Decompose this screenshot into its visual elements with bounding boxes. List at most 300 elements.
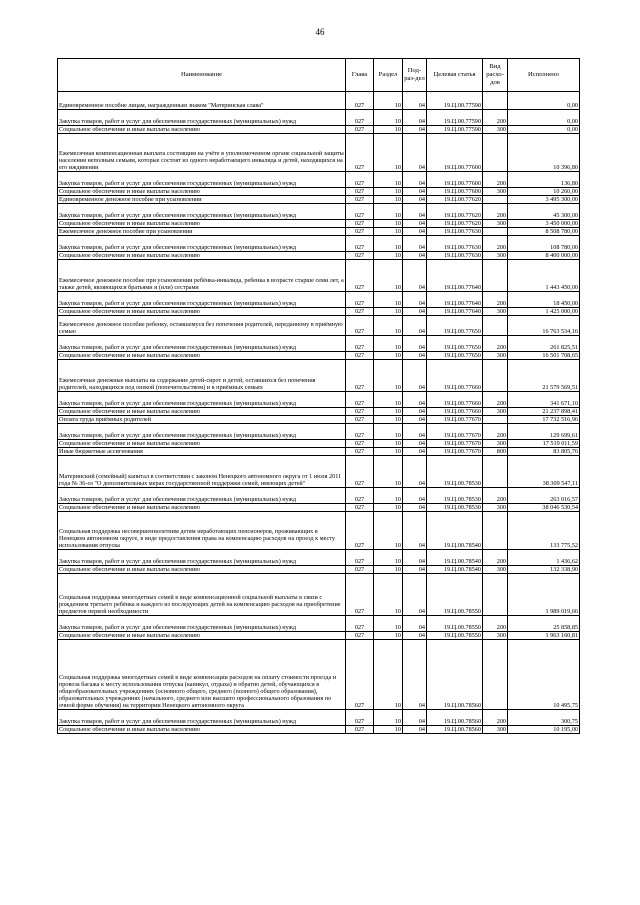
cell-vid: 300 bbox=[483, 408, 508, 416]
cell-vid bbox=[483, 574, 508, 616]
cell-name: Социальное обеспечение и иные выплаты населению bbox=[58, 440, 346, 448]
cell-cel: 19.Ц.00.78550 bbox=[427, 632, 483, 640]
cell-amount: 10 195,00 bbox=[508, 726, 580, 734]
table-row bbox=[58, 172, 580, 188]
cell-vid: 300 bbox=[483, 220, 508, 228]
cell-amount: 25 858,85 bbox=[508, 616, 580, 632]
table-row bbox=[58, 360, 580, 392]
cell-razdel: 10 bbox=[374, 252, 403, 260]
cell-amount: 10 396,80 bbox=[508, 134, 580, 172]
cell-razdel: 10 bbox=[374, 416, 403, 424]
cell-razdel: 10 bbox=[374, 360, 403, 392]
cell-podrazdel: 04 bbox=[403, 488, 427, 504]
cell-name: Социальная поддержка многодетных семей в виде компенсации расходов на оплату стоимости проезда и провоза багажа к месту использования отпуска (каникул, отдыха) и обратно детей, обучающихся в общеобразовательных учреждениях (основного общего, среднего (полного) общего образования), образовательных учреждениях (начального, среднего или высшего профессионального образования по очной форме обучения) на территории Ненецкого автономного округа bbox=[58, 640, 346, 710]
cell-glava: 027 bbox=[346, 488, 374, 504]
cell-cel: 19.Ц.00.77600 bbox=[427, 172, 483, 188]
cell-cel: 19.Ц.00.78530 bbox=[427, 488, 483, 504]
cell-name: Ежемесячные денежные выплаты на содержание детей-сирот и детей, оставшихся без попечения родителей, находящихся под опекой (попечительством) и в приёмных семьях bbox=[58, 360, 346, 392]
cell-podrazdel: 04 bbox=[403, 252, 427, 260]
cell-amount: 1 436,62 bbox=[508, 550, 580, 566]
cell-name: Ежемесячная компенсационная выплата состоящим на учёте в уполномоченном органе социальной защиты населения неполным семьям, которые состоят из одного неработающего инвалида и детей, находящихся на его иждивении bbox=[58, 134, 346, 172]
cell-cel: 19.Ц.00.77620 bbox=[427, 220, 483, 228]
cell-glava: 027 bbox=[346, 126, 374, 134]
cell-glava: 027 bbox=[346, 292, 374, 308]
cell-name: Социальная поддержка многодетных семей в виде компенсационной социальной выплаты в связи с рождением третьего ребёнка и каждого из последующих детей на компенсацию расходов на приобретение предметов первой необходимости bbox=[58, 574, 346, 616]
cell-glava: 027 bbox=[346, 134, 374, 172]
cell-podrazdel: 04 bbox=[403, 566, 427, 574]
cell-vid: 200 bbox=[483, 616, 508, 632]
cell-amount: 3 450 000,00 bbox=[508, 220, 580, 228]
cell-razdel: 10 bbox=[374, 92, 403, 110]
cell-amount: 45 300,00 bbox=[508, 204, 580, 220]
cell-name: Оплата труда приёмных родителей bbox=[58, 416, 346, 424]
cell-podrazdel: 04 bbox=[403, 110, 427, 126]
cell-podrazdel: 04 bbox=[403, 616, 427, 632]
cell-glava: 027 bbox=[346, 448, 374, 456]
cell-vid: 200 bbox=[483, 488, 508, 504]
cell-glava: 027 bbox=[346, 566, 374, 574]
budget-table bbox=[57, 58, 580, 734]
cell-glava: 027 bbox=[346, 710, 374, 726]
cell-amount: 3 495 300,00 bbox=[508, 196, 580, 204]
table-row bbox=[58, 260, 580, 292]
table-row bbox=[58, 424, 580, 440]
cell-amount: 108 780,00 bbox=[508, 236, 580, 252]
cell-name: Социальное обеспечение и иные выплаты населению bbox=[58, 220, 346, 228]
cell-podrazdel: 04 bbox=[403, 710, 427, 726]
cell-vid: 200 bbox=[483, 392, 508, 408]
cell-glava: 027 bbox=[346, 550, 374, 566]
cell-razdel: 10 bbox=[374, 292, 403, 308]
cell-amount: 38 046 530,54 bbox=[508, 504, 580, 512]
col-header-podrazdel: Под-раз-дел bbox=[403, 59, 427, 92]
cell-podrazdel: 04 bbox=[403, 188, 427, 196]
cell-vid bbox=[483, 196, 508, 204]
cell-amount: 17 519 011,59 bbox=[508, 440, 580, 448]
cell-razdel: 10 bbox=[374, 440, 403, 448]
cell-vid: 200 bbox=[483, 550, 508, 566]
cell-cel: 19.Ц.00.78540 bbox=[427, 566, 483, 574]
table-row bbox=[58, 336, 580, 352]
table-row bbox=[58, 566, 580, 574]
cell-amount: 8 508 780,00 bbox=[508, 228, 580, 236]
cell-cel: 19.Ц.00.77650 bbox=[427, 316, 483, 336]
cell-podrazdel: 04 bbox=[403, 456, 427, 488]
cell-podrazdel: 04 bbox=[403, 360, 427, 392]
cell-cel: 19.Ц.00.77590 bbox=[427, 126, 483, 134]
col-header-vid: Вид расхо-дов bbox=[483, 59, 508, 92]
cell-glava: 027 bbox=[346, 236, 374, 252]
cell-glava: 027 bbox=[346, 188, 374, 196]
cell-name: Ежемесячное денежное пособие ребенку, оставшемуся без попечения родителей, переданному в приёмную семью bbox=[58, 316, 346, 336]
cell-vid bbox=[483, 456, 508, 488]
cell-glava: 027 bbox=[346, 456, 374, 488]
cell-podrazdel: 04 bbox=[403, 228, 427, 236]
table-row bbox=[58, 316, 580, 336]
cell-glava: 027 bbox=[346, 440, 374, 448]
cell-name: Закупка товаров, работ и услуг для обеспечения государственных (муниципальных) нужд bbox=[58, 110, 346, 126]
cell-vid: 200 bbox=[483, 110, 508, 126]
table-row bbox=[58, 292, 580, 308]
cell-podrazdel: 04 bbox=[403, 392, 427, 408]
cell-podrazdel: 04 bbox=[403, 352, 427, 360]
cell-cel: 19.Ц.00.78540 bbox=[427, 550, 483, 566]
cell-razdel: 10 bbox=[374, 196, 403, 204]
cell-amount: 136,80 bbox=[508, 172, 580, 188]
cell-podrazdel: 04 bbox=[403, 632, 427, 640]
cell-podrazdel: 04 bbox=[403, 574, 427, 616]
cell-razdel: 10 bbox=[374, 710, 403, 726]
table-header-row bbox=[58, 59, 580, 92]
cell-razdel: 10 bbox=[374, 134, 403, 172]
cell-amount: 10 495,75 bbox=[508, 640, 580, 710]
cell-name: Ежемесячное денежное пособие при усыновлении bbox=[58, 228, 346, 236]
table-row bbox=[58, 228, 580, 236]
cell-name: Социальное обеспечение и иные выплаты населению bbox=[58, 308, 346, 316]
table-row bbox=[58, 632, 580, 640]
cell-amount: 83 805,76 bbox=[508, 448, 580, 456]
cell-vid: 300 bbox=[483, 252, 508, 260]
cell-razdel: 10 bbox=[374, 550, 403, 566]
cell-amount: 133 775,52 bbox=[508, 512, 580, 550]
table-row bbox=[58, 134, 580, 172]
cell-name: Социальное обеспечение и иные выплаты населению bbox=[58, 188, 346, 196]
cell-cel: 19.Ц.00.77600 bbox=[427, 188, 483, 196]
cell-razdel: 10 bbox=[374, 640, 403, 710]
cell-podrazdel: 04 bbox=[403, 726, 427, 734]
cell-glava: 027 bbox=[346, 92, 374, 110]
cell-amount: 0,00 bbox=[508, 110, 580, 126]
table-row bbox=[58, 726, 580, 734]
cell-glava: 027 bbox=[346, 252, 374, 260]
page-number: 46 bbox=[315, 27, 325, 37]
table-row bbox=[58, 220, 580, 228]
cell-cel: 19.Ц.00.77650 bbox=[427, 336, 483, 352]
cell-vid bbox=[483, 512, 508, 550]
cell-glava: 027 bbox=[346, 204, 374, 220]
table-row bbox=[58, 448, 580, 456]
cell-name: Закупка товаров, работ и услуг для обеспечения государственных (муниципальных) нужд bbox=[58, 392, 346, 408]
cell-glava: 027 bbox=[346, 308, 374, 316]
cell-cel: 19.Ц.00.78530 bbox=[427, 504, 483, 512]
col-header-name: Наименование bbox=[58, 59, 346, 92]
cell-podrazdel: 04 bbox=[403, 440, 427, 448]
cell-cel: 19.Ц.00.77620 bbox=[427, 196, 483, 204]
cell-vid bbox=[483, 360, 508, 392]
cell-podrazdel: 04 bbox=[403, 204, 427, 220]
cell-podrazdel: 04 bbox=[403, 316, 427, 336]
cell-name: Закупка товаров, работ и услуг для обеспечения государственных (муниципальных) нужд bbox=[58, 336, 346, 352]
cell-vid: 200 bbox=[483, 292, 508, 308]
cell-podrazdel: 04 bbox=[403, 424, 427, 440]
cell-name: Закупка товаров, работ и услуг для обеспечения государственных (муниципальных) нужд bbox=[58, 550, 346, 566]
cell-glava: 027 bbox=[346, 392, 374, 408]
cell-name: Социальное обеспечение и иные выплаты населению bbox=[58, 726, 346, 734]
cell-razdel: 10 bbox=[374, 566, 403, 574]
cell-name: Социальное обеспечение и иные выплаты населению bbox=[58, 352, 346, 360]
cell-vid: 200 bbox=[483, 204, 508, 220]
cell-name: Материнский (семейный) капитал в соответствии с законом Ненецкого автономного округа от 1 июля 2011 года № 36-оз "О дополнительных мерах государственной поддержки семей, имеющих детей" bbox=[58, 456, 346, 488]
col-header-glava: Глава bbox=[346, 59, 374, 92]
cell-podrazdel: 04 bbox=[403, 308, 427, 316]
cell-glava: 027 bbox=[346, 424, 374, 440]
col-header-ispolneno: Исполнено bbox=[508, 59, 580, 92]
cell-razdel: 10 bbox=[374, 392, 403, 408]
table-row bbox=[58, 408, 580, 416]
table-row bbox=[58, 456, 580, 488]
cell-amount: 17 732 516,96 bbox=[508, 416, 580, 424]
cell-razdel: 10 bbox=[374, 126, 403, 134]
table-row bbox=[58, 252, 580, 260]
cell-glava: 027 bbox=[346, 416, 374, 424]
cell-name: Закупка товаров, работ и услуг для обеспечения государственных (муниципальных) нужд bbox=[58, 616, 346, 632]
cell-cel: 19.Ц.00.77590 bbox=[427, 92, 483, 110]
cell-cel: 19.Ц.00.77650 bbox=[427, 352, 483, 360]
cell-cel: 19.Ц.00.78550 bbox=[427, 574, 483, 616]
cell-vid: 300 bbox=[483, 504, 508, 512]
cell-glava: 027 bbox=[346, 260, 374, 292]
table-row bbox=[58, 236, 580, 252]
cell-vid bbox=[483, 316, 508, 336]
cell-razdel: 10 bbox=[374, 456, 403, 488]
cell-cel: 19.Ц.00.77640 bbox=[427, 308, 483, 316]
cell-name: Социальное обеспечение и иные выплаты населению bbox=[58, 566, 346, 574]
cell-razdel: 10 bbox=[374, 574, 403, 616]
cell-amount: 300,75 bbox=[508, 710, 580, 726]
cell-cel: 19.Ц.00.78560 bbox=[427, 640, 483, 710]
cell-glava: 027 bbox=[346, 616, 374, 632]
cell-vid bbox=[483, 92, 508, 110]
cell-amount: 21 579 569,51 bbox=[508, 360, 580, 392]
cell-cel: 19.Ц.00.77660 bbox=[427, 408, 483, 416]
cell-razdel: 10 bbox=[374, 352, 403, 360]
cell-vid: 200 bbox=[483, 336, 508, 352]
cell-razdel: 10 bbox=[374, 336, 403, 352]
cell-glava: 027 bbox=[346, 632, 374, 640]
cell-vid bbox=[483, 416, 508, 424]
cell-amount: 341 671,10 bbox=[508, 392, 580, 408]
cell-razdel: 10 bbox=[374, 172, 403, 188]
cell-glava: 027 bbox=[346, 726, 374, 734]
cell-cel: 19.Ц.00.77670 bbox=[427, 424, 483, 440]
cell-cel: 19.Ц.00.77630 bbox=[427, 252, 483, 260]
cell-cel: 19.Ц.00.77590 bbox=[427, 110, 483, 126]
cell-vid bbox=[483, 260, 508, 292]
cell-glava: 027 bbox=[346, 228, 374, 236]
cell-razdel: 10 bbox=[374, 512, 403, 550]
cell-cel: 19.Ц.00.77640 bbox=[427, 260, 483, 292]
cell-cel: 19.Ц.00.78550 bbox=[427, 616, 483, 632]
cell-glava: 027 bbox=[346, 504, 374, 512]
table-row bbox=[58, 126, 580, 134]
cell-amount: 1 963 160,81 bbox=[508, 632, 580, 640]
cell-podrazdel: 04 bbox=[403, 550, 427, 566]
cell-razdel: 10 bbox=[374, 632, 403, 640]
cell-cel: 19.Ц.00.78530 bbox=[427, 456, 483, 488]
cell-razdel: 10 bbox=[374, 408, 403, 416]
cell-vid: 300 bbox=[483, 188, 508, 196]
cell-podrazdel: 04 bbox=[403, 640, 427, 710]
cell-name: Закупка товаров, работ и услуг для обеспечения государственных (муниципальных) нужд bbox=[58, 204, 346, 220]
cell-podrazdel: 04 bbox=[403, 134, 427, 172]
cell-cel: 19.Ц.00.77630 bbox=[427, 228, 483, 236]
table-row bbox=[58, 710, 580, 726]
cell-vid: 300 bbox=[483, 566, 508, 574]
cell-glava: 027 bbox=[346, 574, 374, 616]
cell-vid bbox=[483, 640, 508, 710]
cell-cel: 19.Ц.00.77670 bbox=[427, 448, 483, 456]
cell-razdel: 10 bbox=[374, 236, 403, 252]
cell-podrazdel: 04 bbox=[403, 236, 427, 252]
cell-amount: 261 825,51 bbox=[508, 336, 580, 352]
cell-glava: 027 bbox=[346, 172, 374, 188]
cell-amount: 21 237 898,41 bbox=[508, 408, 580, 416]
cell-name: Социальное обеспечение и иные выплаты населению bbox=[58, 632, 346, 640]
cell-razdel: 10 bbox=[374, 726, 403, 734]
cell-razdel: 10 bbox=[374, 488, 403, 504]
cell-cel: 19.Ц.00.78560 bbox=[427, 726, 483, 734]
table-row bbox=[58, 352, 580, 360]
cell-glava: 027 bbox=[346, 640, 374, 710]
cell-cel: 19.Ц.00.78560 bbox=[427, 710, 483, 726]
cell-amount: 8 400 000,00 bbox=[508, 252, 580, 260]
cell-amount: 1 425 000,00 bbox=[508, 308, 580, 316]
cell-name: Социальная поддержка несовершеннолетним детям неработающих пенсионеров, проживающих в Ненецком автономном округе, в виде предоставления права на компенсацию расходов на проезд к месту использования отпуска bbox=[58, 512, 346, 550]
cell-name: Единовременное пособие лицам, награжденным знаком "Материнская слава" bbox=[58, 92, 346, 110]
cell-name: Закупка товаров, работ и услуг для обеспечения государственных (муниципальных) нужд bbox=[58, 292, 346, 308]
cell-cel: 19.Ц.00.77640 bbox=[427, 292, 483, 308]
table-row bbox=[58, 92, 580, 110]
table-row bbox=[58, 550, 580, 566]
table-row bbox=[58, 574, 580, 616]
cell-cel: 19.Ц.00.77670 bbox=[427, 416, 483, 424]
cell-cel: 19.Ц.00.77620 bbox=[427, 204, 483, 220]
cell-amount: 1 443 450,00 bbox=[508, 260, 580, 292]
table-row bbox=[58, 512, 580, 550]
table-row bbox=[58, 308, 580, 316]
cell-razdel: 10 bbox=[374, 308, 403, 316]
cell-name: Закупка товаров, работ и услуг для обеспечения государственных (муниципальных) нужд bbox=[58, 236, 346, 252]
cell-razdel: 10 bbox=[374, 188, 403, 196]
table-row bbox=[58, 504, 580, 512]
cell-razdel: 10 bbox=[374, 616, 403, 632]
cell-podrazdel: 04 bbox=[403, 292, 427, 308]
cell-glava: 027 bbox=[346, 408, 374, 416]
cell-podrazdel: 04 bbox=[403, 196, 427, 204]
cell-vid: 800 bbox=[483, 448, 508, 456]
cell-glava: 027 bbox=[346, 336, 374, 352]
cell-amount: 0,00 bbox=[508, 92, 580, 110]
cell-name: Закупка товаров, работ и услуг для обеспечения государственных (муниципальных) нужд bbox=[58, 424, 346, 440]
cell-amount: 16 501 708,65 bbox=[508, 352, 580, 360]
cell-vid: 300 bbox=[483, 440, 508, 448]
cell-podrazdel: 04 bbox=[403, 416, 427, 424]
cell-name: Закупка товаров, работ и услуг для обеспечения государственных (муниципальных) нужд bbox=[58, 172, 346, 188]
table-row bbox=[58, 196, 580, 204]
cell-name: Закупка товаров, работ и услуг для обеспечения государственных (муниципальных) нужд bbox=[58, 488, 346, 504]
cell-cel: 19.Ц.00.77660 bbox=[427, 360, 483, 392]
cell-podrazdel: 04 bbox=[403, 336, 427, 352]
cell-glava: 027 bbox=[346, 196, 374, 204]
cell-podrazdel: 04 bbox=[403, 408, 427, 416]
cell-amount: 263 016,57 bbox=[508, 488, 580, 504]
cell-razdel: 10 bbox=[374, 228, 403, 236]
cell-amount: 0,00 bbox=[508, 126, 580, 134]
cell-amount: 132 338,90 bbox=[508, 566, 580, 574]
table-row bbox=[58, 440, 580, 448]
cell-vid: 300 bbox=[483, 308, 508, 316]
cell-podrazdel: 04 bbox=[403, 260, 427, 292]
cell-name: Социальное обеспечение и иные выплаты населению bbox=[58, 504, 346, 512]
cell-cel: 19.Ц.00.78540 bbox=[427, 512, 483, 550]
cell-name: Закупка товаров, работ и услуг для обеспечения государственных (муниципальных) нужд bbox=[58, 710, 346, 726]
cell-name: Единовременное денежное пособие при усыновлении bbox=[58, 196, 346, 204]
cell-name: Ежемесячное денежное пособие при усыновлении ребёнка-инвалида, ребенка в возрасте старше семи лет, а также детей, являющихся братьями и (или) сестрами bbox=[58, 260, 346, 292]
cell-vid: 300 bbox=[483, 632, 508, 640]
table-row bbox=[58, 616, 580, 632]
cell-vid: 300 bbox=[483, 126, 508, 134]
cell-vid: 200 bbox=[483, 236, 508, 252]
cell-vid: 200 bbox=[483, 424, 508, 440]
cell-razdel: 10 bbox=[374, 260, 403, 292]
table-row bbox=[58, 416, 580, 424]
table-body bbox=[58, 92, 580, 734]
cell-podrazdel: 04 bbox=[403, 92, 427, 110]
cell-amount: 16 763 534,16 bbox=[508, 316, 580, 336]
cell-vid: 300 bbox=[483, 352, 508, 360]
table-row bbox=[58, 392, 580, 408]
cell-amount: 38 309 547,11 bbox=[508, 456, 580, 488]
cell-razdel: 10 bbox=[374, 204, 403, 220]
cell-name: Иные бюджетные ассигнования bbox=[58, 448, 346, 456]
cell-vid: 300 bbox=[483, 726, 508, 734]
cell-podrazdel: 04 bbox=[403, 126, 427, 134]
cell-vid: 200 bbox=[483, 172, 508, 188]
cell-razdel: 10 bbox=[374, 316, 403, 336]
cell-cel: 19.Ц.00.77660 bbox=[427, 392, 483, 408]
cell-razdel: 10 bbox=[374, 504, 403, 512]
cell-vid bbox=[483, 228, 508, 236]
cell-podrazdel: 04 bbox=[403, 512, 427, 550]
cell-amount: 10 260,00 bbox=[508, 188, 580, 196]
cell-glava: 027 bbox=[346, 512, 374, 550]
table-row bbox=[58, 188, 580, 196]
col-header-razdel: Раздел bbox=[374, 59, 403, 92]
cell-razdel: 10 bbox=[374, 110, 403, 126]
cell-glava: 027 bbox=[346, 352, 374, 360]
cell-razdel: 10 bbox=[374, 424, 403, 440]
cell-razdel: 10 bbox=[374, 448, 403, 456]
cell-podrazdel: 04 bbox=[403, 172, 427, 188]
cell-glava: 027 bbox=[346, 110, 374, 126]
cell-podrazdel: 04 bbox=[403, 448, 427, 456]
cell-glava: 027 bbox=[346, 220, 374, 228]
cell-glava: 027 bbox=[346, 316, 374, 336]
cell-podrazdel: 04 bbox=[403, 504, 427, 512]
cell-glava: 027 bbox=[346, 360, 374, 392]
cell-amount: 1 989 019,66 bbox=[508, 574, 580, 616]
cell-name: Социальное обеспечение и иные выплаты населению bbox=[58, 408, 346, 416]
table-row bbox=[58, 204, 580, 220]
col-header-cel: Целевая статья bbox=[427, 59, 483, 92]
cell-name: Социальное обеспечение и иные выплаты населению bbox=[58, 126, 346, 134]
cell-cel: 19.Ц.00.77670 bbox=[427, 440, 483, 448]
table-row bbox=[58, 488, 580, 504]
cell-amount: 129 699,61 bbox=[508, 424, 580, 440]
cell-amount: 18 450,00 bbox=[508, 292, 580, 308]
cell-name: Социальное обеспечение и иные выплаты населению bbox=[58, 252, 346, 260]
cell-razdel: 10 bbox=[374, 220, 403, 228]
